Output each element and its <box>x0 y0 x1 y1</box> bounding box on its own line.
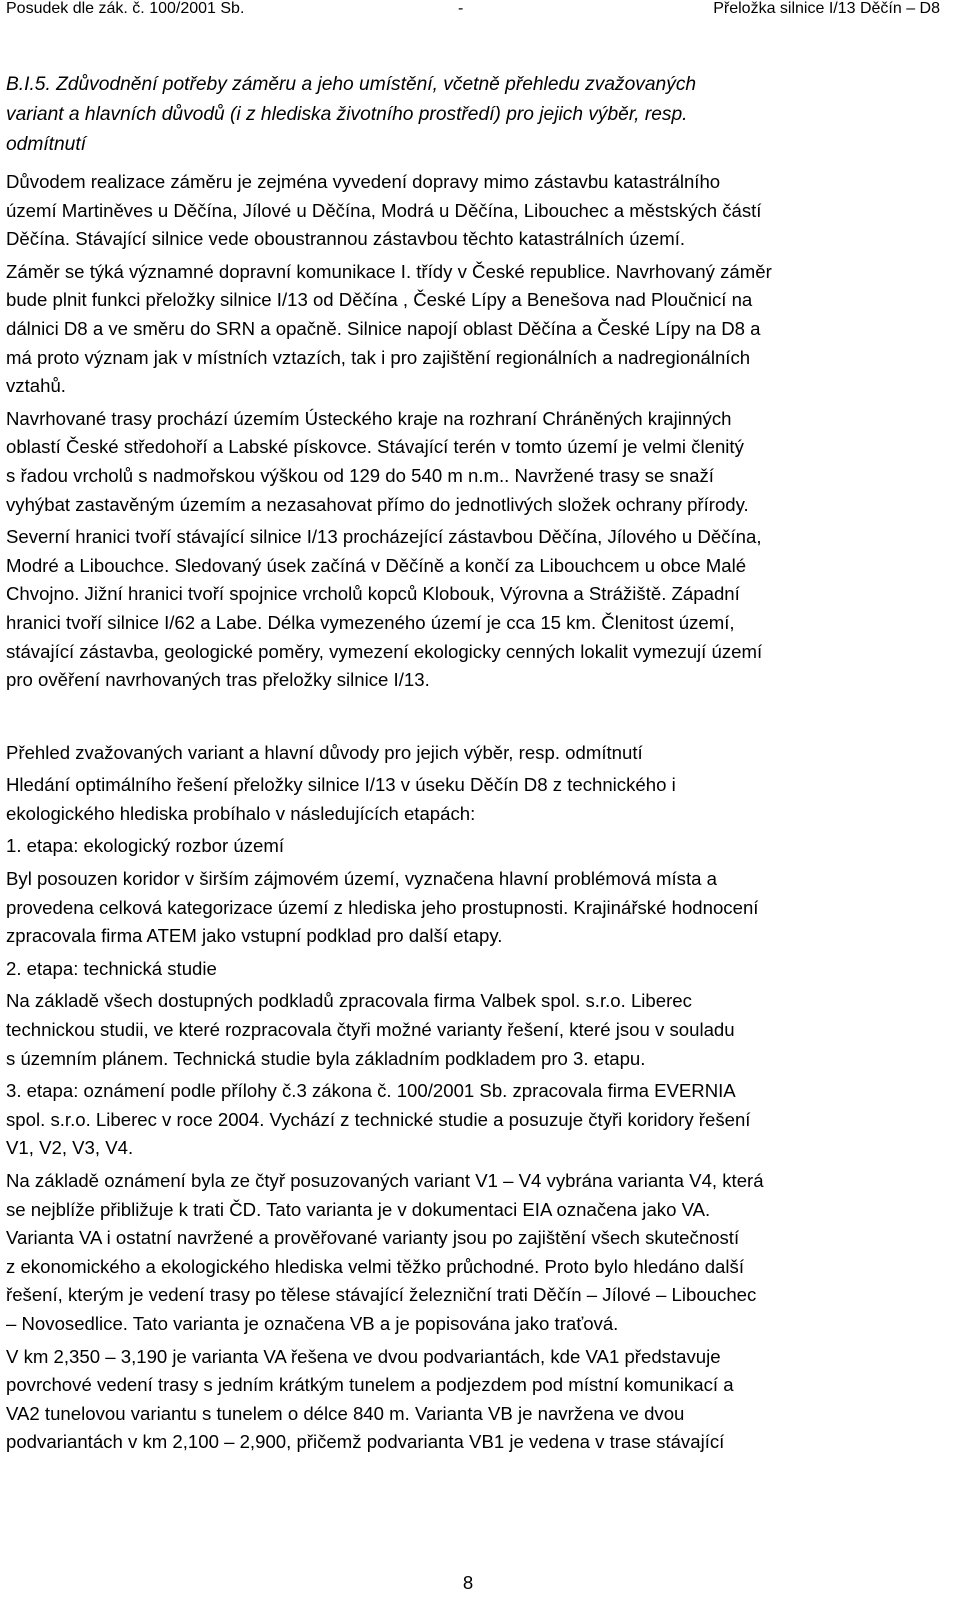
text-line: Hledání optimálního řešení přeložky silnice I/13 v úseku Děčín D8 z technického i <box>6 774 676 796</box>
page-number: 8 <box>462 1572 474 1593</box>
paragraph-terrain <box>6 405 946 519</box>
text-line: spol. s.r.o. Liberec v roce 2004. Vychází z technické studie a posuzuje čtyři koridory řešení <box>6 1108 751 1130</box>
paragraph-stage-3 <box>6 1077 946 1163</box>
text-line: V km 2,350 – 3,190 je varianta VA řešena ve dvou podvariantách, kde VA1 představuje <box>6 1345 721 1367</box>
text-line: Modré a Libouchce. Sledovaný úsek začíná v Děčíně a končí za Libouchcem u obce Malé <box>6 554 747 576</box>
text-line: Severní hranici tvoří stávající silnice I/13 procházející zástavbou Děčína, Jílového u Děčína, <box>6 526 762 548</box>
header-left-text: Posudek dle zák. č. 100/2001 Sb. <box>6 0 245 17</box>
text-line: Varianta VA i ostatní navržené a prověřované varianty jsou po zajištění všech skutečností <box>6 1227 740 1249</box>
text-line: V1, V2, V3, V4. <box>6 1137 134 1159</box>
text-line: se nejblíže přibližuje k trati ČD. Tato varianta je v dokumentaci EIA označena jako VA. <box>6 1198 711 1220</box>
text-line: Na základě oznámení byla ze čtyř posuzovaných variant V1 – V4 vybrána varianta V4, která <box>6 1170 764 1191</box>
text-line: vztahů. <box>6 375 66 397</box>
paragraph-reason <box>6 168 946 254</box>
text-line: vyhýbat zastavěným územím a nezasahovat přímo do jednotlivých složek ochrany přírody. <box>6 493 749 515</box>
section-title-line: odmítnutí <box>6 134 86 155</box>
text-line: bude plnit funkci přeložky silnice I/13 od Děčína , České Lípy a Benešova nad Ploučnicí na <box>6 289 753 311</box>
text-line: řešení, kterým je vedení trasy po tělese stávající železniční trati Děčín – Jílové – Libouchec <box>6 1284 757 1306</box>
text-line: VA2 tunelovou variantu s tunelem o délce 840 m. Varianta VB je navržena ve dvou <box>6 1402 685 1424</box>
text-line: dálnici D8 a ve směru do SRN a opačně. Silnice napojí oblast Děčína a České Lípy na D8 a <box>6 317 761 339</box>
text-line: Důvodem realizace záměru je zejména vyvedení dopravy mimo zástavbu katastrálního <box>6 171 721 192</box>
text-line: 3. etapa: oznámení podle přílohy č.3 zákona č. 100/2001 Sb. zpracovala firma EVERNIA <box>6 1080 736 1102</box>
paragraph-boundaries <box>6 523 946 695</box>
paragraph-stage-2-heading <box>6 955 946 984</box>
text-line: – Novosedlice. Tato varianta je označena VB a je popisována jako traťová. <box>6 1312 619 1334</box>
text-line: Záměr se týká významné dopravní komunikace I. třídy v České republice. Navrhovaný záměr <box>6 260 772 282</box>
text-line: povrchové vedení trasy s jedním krátkým tunelem a podjezdem pod místní komunikací a <box>6 1374 734 1396</box>
paragraph-subvariants <box>6 1343 946 1457</box>
text-line: podvariantách v km 2,100 – 2,900, přičemž podvarianta VB1 je vedena v trase stávající <box>6 1431 725 1453</box>
text-line: s řadou vrcholů s nadmořskou výškou od 129 do 540 m n.m.. Navržené trasy se snaží <box>6 464 714 486</box>
paragraph-variant-selection <box>6 1167 946 1339</box>
text-line: Děčína. Stávající silnice vede oboustrannou zástavbou těchto katastrálních území. <box>6 228 686 250</box>
text-line: území Martiněves u Děčína, Jílové u Děčína, Modrá u Děčína, Libouchec a městských částí <box>6 199 762 221</box>
section-title-line: variant a hlavních důvodů (i z hlediska životního prostředí) pro jejich výběr, resp. <box>6 104 688 125</box>
text-line: z ekonomického a ekologického hlediska velmi těžko průchodné. Proto bylo hledáno další <box>6 1255 744 1277</box>
paragraph-stage-1-heading <box>6 832 946 861</box>
text-line: 2. etapa: technická studie <box>6 957 217 979</box>
text-line: Byl posouzen koridor v širším zájmovém území, vyznačena hlavní problémová místa a <box>6 868 717 890</box>
paragraph-optimal-solution <box>6 771 946 828</box>
text-line: stávající zástavba, geologické poměry, vymezení ekologicky cenných lokalit vymezují území <box>6 640 763 662</box>
text-line: zpracovala firma ATEM jako vstupní podklad pro další etapy. <box>6 925 503 947</box>
text-line: technickou studii, ve které rozpracovala čtyři možné varianty řešení, které jsou v souladu <box>6 1019 735 1041</box>
text-line: ekologického hlediska probíhalo v následujících etapách: <box>6 802 476 824</box>
text-line: pro ověření navrhovaných tras přeložky silnice I/13. <box>6 669 430 691</box>
text-line: má proto význam jak v místních vztazích, tak i pro zajištění regionálních a nadregionálních <box>6 346 751 368</box>
document-body <box>6 70 946 1457</box>
text-line: Chvojno. Jižní hranici tvoří spojnice vrcholů kopců Klobouk, Výrovna a Strážiště. Západní <box>6 583 740 605</box>
paragraph-stage-1 <box>6 865 946 951</box>
section-title <box>6 70 946 160</box>
text-line: provedena celková kategorizace území z hlediska jeho prostupnosti. Krajinářské hodnocení <box>6 896 759 918</box>
text-line: s územním plánem. Technická studie byla základním podkladem pro 3. etapu. <box>6 1047 646 1069</box>
text-line: oblastí České středohoří a Labské pískovce. Stávající terén v tomto území je velmi členitý <box>6 436 744 458</box>
text-line: Na základě všech dostupných podkladů zpracovala firma Valbek spol. s.r.o. Liberec <box>6 990 692 1012</box>
paragraph-road-importance <box>6 258 946 401</box>
paragraph-variants-overview-heading <box>6 739 946 768</box>
text-line: Přehled zvažovaných variant a hlavní důvody pro jejich výběr, resp. odmítnutí <box>6 741 643 763</box>
text-line: Navrhované trasy prochází územím Ústeckého kraje na rozhraní Chráněných krajinných <box>6 407 732 429</box>
paragraph-stage-2 <box>6 987 946 1073</box>
section-title-line: B.I.5. Zdůvodnění potřeby záměru a jeho umístění, včetně přehledu zvažovaných <box>6 74 697 95</box>
header-right-text: Přeložka silnice I/13 Děčín – D8 <box>713 0 940 17</box>
text-line: hranici tvoří silnice I/62 a Labe. Délka vymezeného území je cca 15 km. Členitost území, <box>6 611 735 633</box>
header-separator: - <box>458 0 464 17</box>
text-line: 1. etapa: ekologický rozbor území <box>6 835 285 857</box>
page-header <box>0 0 960 18</box>
